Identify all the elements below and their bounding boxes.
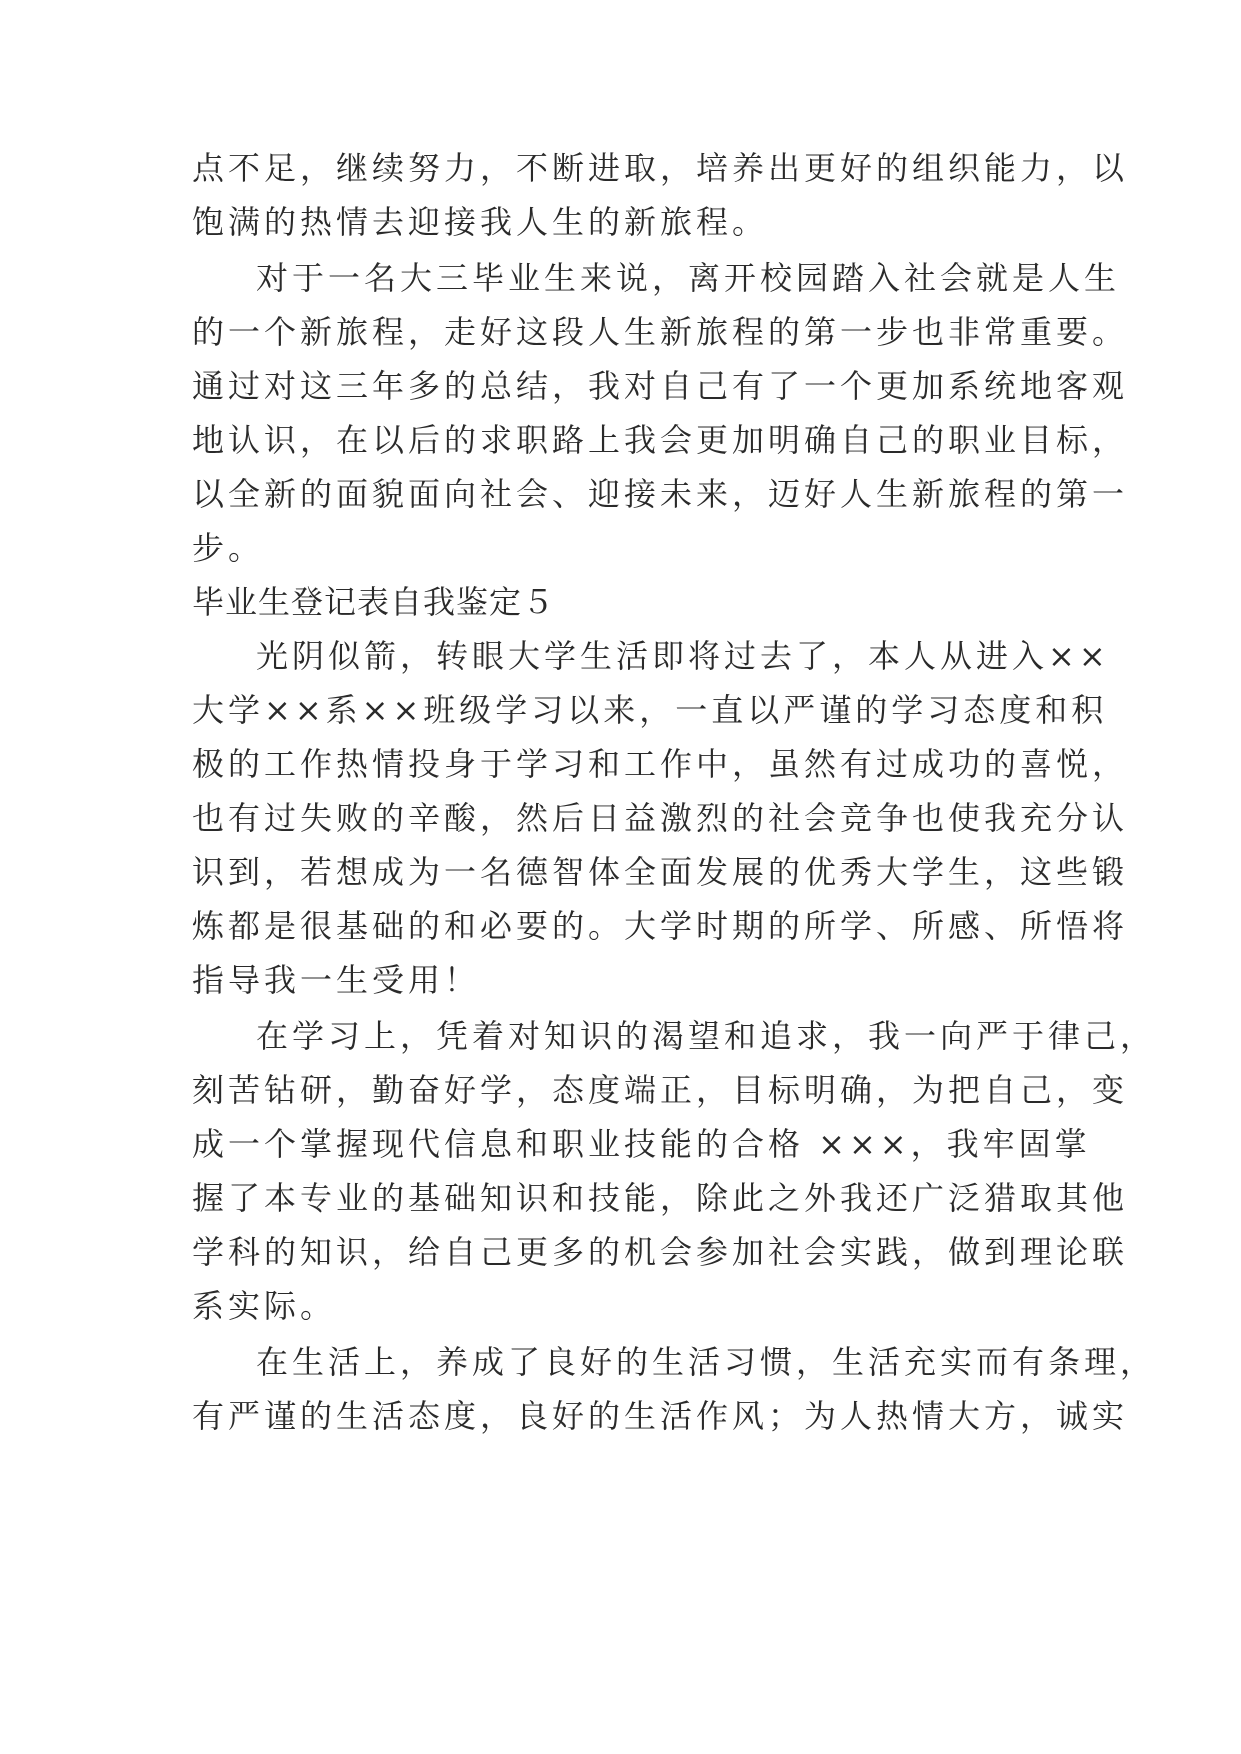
text-line: 学科的知识，给自己更多的机会参加社会实践，做到理论联	[192, 1233, 1129, 1271]
text-line: 步。	[192, 529, 265, 567]
text-line: 地认识，在以后的求职路上我会更加明确自己的职业目标，	[192, 421, 1129, 459]
text-line: 饱满的热情去迎接我人生的新旅程。	[192, 203, 769, 241]
paragraph-first-line: 对于一名大三毕业生来说，离开校园踏入社会就是人生	[256, 259, 1121, 297]
paragraph-first-line: 在生活上，养成了良好的生活习惯，生活充实而有条理，	[256, 1343, 1157, 1381]
text-line: 也有过失败的辛酸，然后日益激烈的社会竞争也使我充分认	[192, 799, 1129, 837]
text-line: 炼都是很基础的和必要的。大学时期的所学、所感、所悟将	[192, 907, 1129, 945]
text-line: 的一个新旅程，走好这段人生新旅程的第一步也非常重要。	[192, 313, 1129, 351]
text-line: 以全新的面貌面向社会、迎接未来，迈好人生新旅程的第一	[192, 475, 1129, 513]
text-line: 大学××系××班级学习以来，一直以严谨的学习态度和积	[192, 691, 1108, 729]
section-heading: 毕业生登记表自我鉴定５	[192, 583, 556, 621]
text-line: 点不足，继续努力，不断进取，培养出更好的组织能力，以	[192, 149, 1129, 187]
text-line: 系实际。	[192, 1287, 337, 1325]
text-line: 成一个掌握现代信息和职业技能的合格 ×××，我牢固掌	[192, 1125, 1091, 1163]
text-line: 极的工作热情投身于学习和工作中，虽然有过成功的喜悦，	[192, 745, 1129, 783]
text-line: 通过对这三年多的总结，我对自己有了一个更加系统地客观	[192, 367, 1129, 405]
paragraph-first-line: 光阴似箭，转眼大学生活即将过去了，本人从进入××	[256, 637, 1110, 675]
text-line: 有严谨的生活态度，良好的生活作风；为人热情大方，诚实	[192, 1397, 1129, 1435]
text-line: 识到，若想成为一名德智体全面发展的优秀大学生，这些锻	[192, 853, 1129, 891]
text-line: 指导我一生受用！	[192, 961, 481, 999]
text-line: 刻苦钻研，勤奋好学，态度端正，目标明确，为把自己，变	[192, 1071, 1129, 1109]
paragraph-first-line: 在学习上，凭着对知识的渴望和追求，我一向严于律己，	[256, 1017, 1157, 1055]
text-line: 握了本专业的基础知识和技能，除此之外我还广泛猎取其他	[192, 1179, 1129, 1217]
